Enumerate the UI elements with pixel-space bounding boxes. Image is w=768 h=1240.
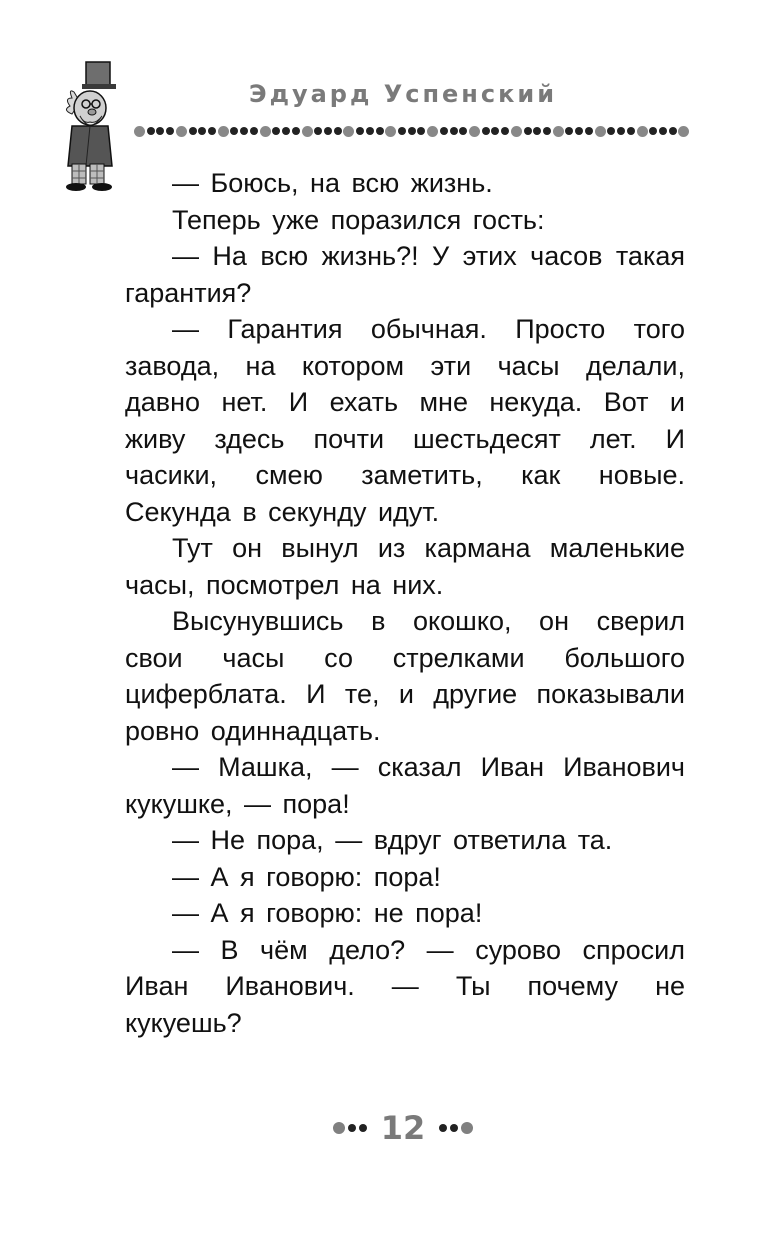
divider-dot (208, 127, 216, 135)
divider-dot (637, 126, 648, 137)
divider-dot (450, 127, 458, 135)
divider-dot (240, 127, 248, 135)
divider-dot (649, 127, 657, 135)
divider-dot (575, 127, 583, 135)
divider-dot (314, 127, 322, 135)
divider-dot (553, 126, 564, 137)
divider-dot (398, 127, 406, 135)
divider-dot (324, 127, 332, 135)
divider-dot (491, 127, 499, 135)
right-dots-ornament (439, 1122, 473, 1134)
divider-dot (482, 127, 490, 135)
divider-dot (334, 127, 342, 135)
divider-dot (417, 127, 425, 135)
divider-dot (524, 127, 532, 135)
paragraph: — Не пора, — вдруг ответила та. (172, 825, 613, 855)
divider-dot (292, 127, 300, 135)
divider-dot (678, 126, 689, 137)
divider-dot (617, 127, 625, 135)
divider-dot (189, 127, 197, 135)
divider-dot (385, 126, 396, 137)
divider-dot (166, 127, 174, 135)
divider-dot (343, 126, 354, 137)
divider-dot (366, 127, 374, 135)
divider-dot (260, 126, 271, 137)
divider-dot (250, 127, 258, 135)
divider-dot (585, 127, 593, 135)
divider-dot (669, 127, 677, 135)
story-text (125, 165, 685, 1041)
paragraph: Высунувшись в окошко, он сверил свои часы со стрелками большого циферблата. И те, и другие показывали ровно одиннадцать. (125, 606, 685, 746)
paragraph: — Боюсь, на всю жизнь. (172, 168, 493, 198)
author-name: Эдуард Успенский (248, 80, 558, 108)
divider-dot (282, 127, 290, 135)
dotted-divider (134, 121, 690, 141)
divider-dot (459, 127, 467, 135)
divider-dot (134, 126, 145, 137)
divider-dot (501, 127, 509, 135)
divider-dot (595, 126, 606, 137)
divider-dot (565, 127, 573, 135)
divider-dot (230, 127, 238, 135)
divider-dot (302, 126, 313, 137)
divider-dot (272, 127, 280, 135)
divider-dot (147, 127, 155, 135)
divider-dot (469, 126, 480, 137)
page-footer (318, 1108, 488, 1148)
paragraph: — Машка, — сказал Иван Иванович кукушке, — пора! (125, 752, 685, 819)
divider-dot (607, 127, 615, 135)
paragraph: Тут он вынул из кармана маленькие часы, посмотрел на них. (125, 533, 685, 600)
divider-dot (511, 126, 522, 137)
paragraph: — В чём дело? — сурово спросил Иван Иванович. — Ты почему не кукуешь? (125, 934, 685, 1038)
divider-dot (659, 127, 667, 135)
divider-dot (627, 127, 635, 135)
left-dots-ornament (333, 1122, 367, 1134)
old-man-illustration (46, 58, 132, 193)
old-man-icon (46, 58, 132, 193)
divider-dot (440, 127, 448, 135)
divider-dot (408, 127, 416, 135)
page-number: 12 (380, 1109, 426, 1147)
divider-dot (176, 126, 187, 137)
paragraph: — На всю жизнь?! У этих часов такая гарантия? (125, 241, 685, 308)
paragraph: Теперь уже поразился гость: (172, 204, 545, 235)
divider-dot (543, 127, 551, 135)
paragraph: — А я говорю: не пора! (172, 898, 483, 928)
paragraph: — Гарантия обычная. Просто того завода, на котором эти часы делали, давно нет. И ехать мне некуда. Вот и живу здесь почти шестьдесят лет. И часики, смею заметить, как новые. Секунда в секунду идут. (125, 314, 685, 527)
divider-dot (533, 127, 541, 135)
divider-dot (356, 127, 364, 135)
paragraph: — А я говорю: пора! (172, 861, 441, 892)
divider-dot (218, 126, 229, 137)
divider-dot (427, 126, 438, 137)
divider-dot (156, 127, 164, 135)
divider-dot (198, 127, 206, 135)
divider-dot (376, 127, 384, 135)
